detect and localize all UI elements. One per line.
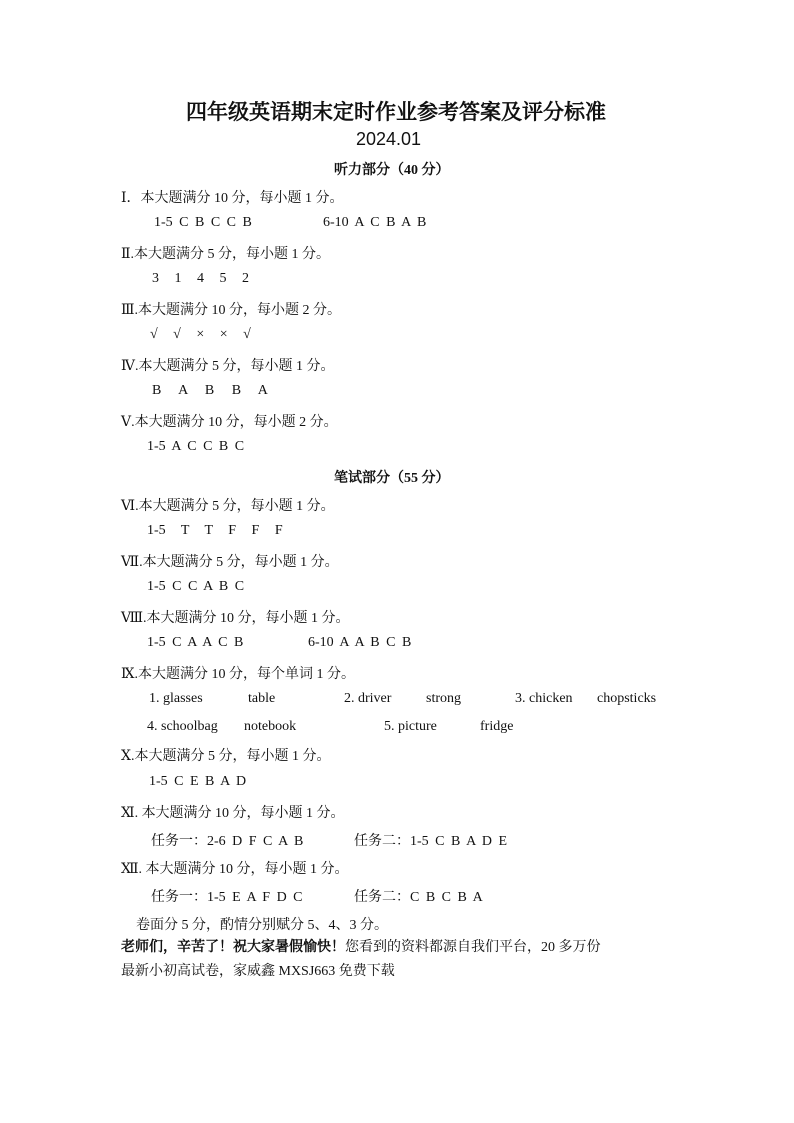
q10-label: Ⅹ.本大题满分 5 分，每小题 1 分。: [121, 749, 331, 764]
listening-heading: 听力部分（40 分）: [334, 163, 450, 178]
q3-answers: √ √ × × √: [150, 327, 251, 342]
q5-answers: 1-5 A C C B C: [147, 439, 245, 454]
document-title: 四年级英语期末定时作业参考答案及评分标准: [186, 100, 606, 124]
q9-answer-1b: table: [248, 691, 276, 706]
q9-answer-3b: chopsticks: [597, 691, 657, 706]
q3-label: Ⅲ.本大题满分 10 分，每小题 2 分。: [121, 303, 342, 318]
q1-answers-2: 6-10 A C B A B: [323, 215, 427, 230]
q7-answers: 1-5 C C A B C: [147, 579, 245, 594]
footer-promo-2: 最新小初高试卷，家威鑫 MXSJ663 免费下载: [121, 964, 395, 979]
q4-label: Ⅳ.本大题满分 5 分，每小题 1 分。: [121, 359, 335, 374]
q8-answers-1: 1-5 C A A C B: [147, 635, 244, 650]
footer-promo-1: 您看到的资料都源自我们平台，20 多万份: [345, 940, 601, 955]
q9-label: Ⅸ.本大题满分 10 分，每个单词 1 分。: [121, 667, 356, 682]
q8-answers-2: 6-10 A A B C B: [308, 635, 412, 650]
q7-label: Ⅶ.本大题满分 5 分，每小题 1 分。: [121, 555, 339, 570]
q2-answers: 3 1 4 5 2: [152, 271, 249, 286]
q9-answer-2b: strong: [426, 691, 461, 706]
neatness-note: 卷面分 5 分，酌情分别赋分 5、4、3 分。: [136, 918, 388, 933]
q11-task2: 任务二：1-5 C B A D E: [354, 834, 508, 849]
q9-answer-3a: 3. chicken: [515, 691, 573, 706]
q9-answer-5b: fridge: [480, 719, 514, 734]
q1-answers-1: 1-5 C B C C B: [154, 215, 252, 230]
q11-label: Ⅺ. 本大题满分 10 分，每小题 1 分。: [121, 806, 345, 821]
footer-line-1: [121, 936, 601, 956]
q4-answers: B A B B A: [152, 383, 268, 398]
q9-answer-1a: 1. glasses: [149, 691, 203, 706]
q12-task1: 任务一：1-5 E A F D C: [151, 890, 303, 905]
q9-answer-5a: 5. picture: [384, 719, 437, 734]
footer-greeting: 老师们，辛苦了！祝大家暑假愉快！: [121, 940, 345, 955]
q1-label: Ⅰ．本大题满分 10 分，每小题 1 分。: [121, 191, 344, 206]
q12-task2: 任务二：C B C B A: [354, 890, 483, 905]
q6-answers: 1-5 T T F F F: [147, 523, 283, 538]
q6-label: Ⅵ.本大题满分 5 分，每小题 1 分。: [121, 499, 335, 514]
q9-answer-4b: notebook: [244, 719, 297, 734]
q9-answer-2a: 2. driver: [344, 691, 392, 706]
q5-label: Ⅴ.本大题满分 10 分，每小题 2 分。: [121, 415, 338, 430]
q12-label: Ⅻ. 本大题满分 10 分，每小题 1 分。: [121, 862, 349, 877]
writing-heading: 笔试部分（55 分）: [334, 471, 450, 486]
document-date: 2024.01: [356, 129, 422, 149]
q9-answer-4a: 4. schoolbag: [147, 719, 218, 734]
q2-label: Ⅱ.本大题满分 5 分，每小题 1 分。: [121, 247, 331, 262]
q10-answers: 1-5 C E B A D: [149, 774, 247, 789]
q11-task1: 任务一：2-6 D F C A B: [151, 834, 304, 849]
q8-label: Ⅷ.本大题满分 10 分，每小题 1 分。: [121, 611, 350, 626]
